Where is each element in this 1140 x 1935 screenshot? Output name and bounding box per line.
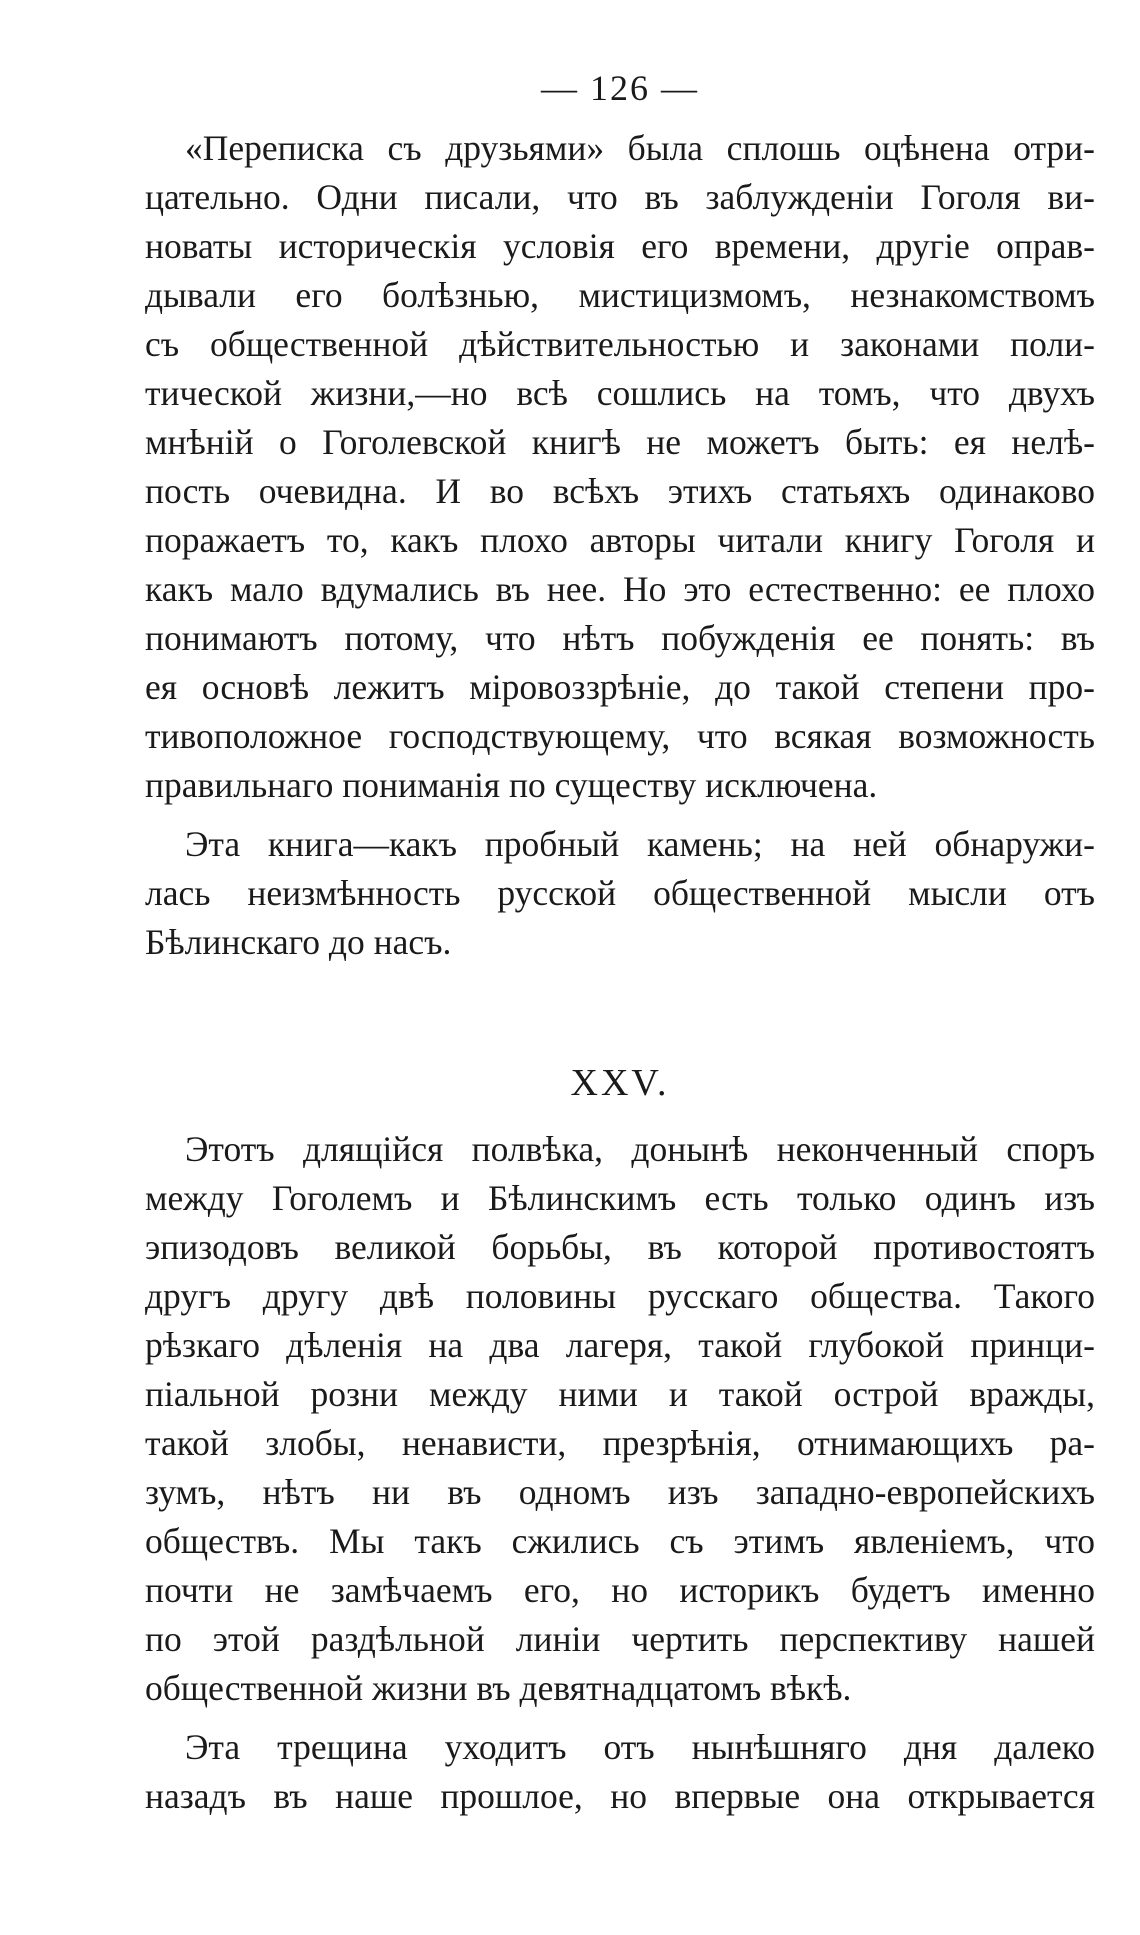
text-line: пость очевидна. И во всѣхъ этихъ статьяхъ одинаково [145, 471, 1095, 511]
text-line: мнѣній о Гоголевской книгѣ не можетъ быть: ея нелѣ- [145, 422, 1095, 462]
text-line: тивоположное господствующему, что всякая возможность [145, 716, 1095, 756]
page-number: — 126 — [541, 68, 699, 108]
section-heading: XXV. [570, 1062, 670, 1104]
text-line: лась неизмѣнность русской общественной мысли отъ [145, 873, 1095, 913]
text-line: другъ другу двѣ половины русскаго общества. Такого [145, 1276, 1095, 1316]
text-line: рѣзкаго дѣленія на два лагеря, такой глубокой принци- [145, 1325, 1095, 1365]
text-line: правильнаго пониманія по существу исключена. [145, 765, 878, 805]
paragraph [145, 820, 1095, 967]
text-line: тической жизни,—но всѣ сошлись на томъ, что двухъ [145, 373, 1095, 413]
text-line: Эта книга—какъ пробный камень; на ней обнаружи- [185, 824, 1095, 864]
text-line: такой злобы, ненависти, презрѣнія, отнимающихъ ра- [145, 1423, 1095, 1463]
text-line: общественной жизни въ девятнадцатомъ вѣкѣ. [145, 1668, 852, 1708]
text-line: обществъ. Мы такъ сжились съ этимъ явленіемъ, что [145, 1521, 1095, 1561]
text-line: между Гоголемъ и Бѣлинскимъ есть только одинъ изъ [145, 1178, 1095, 1218]
text-line: понимаютъ потому, что нѣтъ побужденія ее понять: въ [145, 618, 1095, 658]
text-line: ея основѣ лежитъ міровоззрѣніе, до такой степени про- [145, 667, 1095, 707]
text-line: Этотъ длящійся полвѣка, донынѣ неконченный споръ [185, 1129, 1095, 1169]
text-line: піальной розни между ними и такой острой вражды, [145, 1374, 1095, 1414]
text-line: почти не замѣчаемъ его, но историкъ будетъ именно [145, 1570, 1095, 1610]
paragraph [145, 124, 1095, 810]
text-line: Эта трещина уходитъ отъ нынѣшняго дня далеко [185, 1727, 1095, 1767]
text-line: цательно. Одни писали, что въ заблужденіи Гоголя ви- [145, 177, 1095, 217]
text-line: съ общественной дѣйствительностью и законами поли- [145, 324, 1095, 364]
text-line: зумъ, нѣтъ ни въ одномъ изъ западно-европейскихъ [145, 1472, 1095, 1512]
text-line: новаты историческія условія его времени, другіе оправ- [145, 226, 1095, 266]
text-line: какъ мало вдумались въ нее. Но это естественно: ее плохо [145, 569, 1095, 609]
text-line: назадъ въ наше прошлое, но впервые она открывается [145, 1776, 1095, 1816]
paragraph [145, 1125, 1095, 1713]
text-line: дывали его болѣзнью, мистицизмомъ, незнакомствомъ [145, 275, 1095, 315]
text-line: Бѣлинскаго до насъ. [145, 922, 452, 962]
text-line: эпизодовъ великой борьбы, въ которой противостоятъ [145, 1227, 1095, 1267]
text-line: по этой раздѣльной линіи чертить перспективу нашей [145, 1619, 1095, 1659]
paragraph [145, 1723, 1095, 1821]
text-line: поражаетъ то, какъ плохо авторы читали книгу Гоголя и [145, 520, 1095, 560]
text-line: «Переписка съ друзьями» была сплошь оцѣнена отри- [185, 128, 1095, 168]
book-page [145, 60, 1095, 1821]
